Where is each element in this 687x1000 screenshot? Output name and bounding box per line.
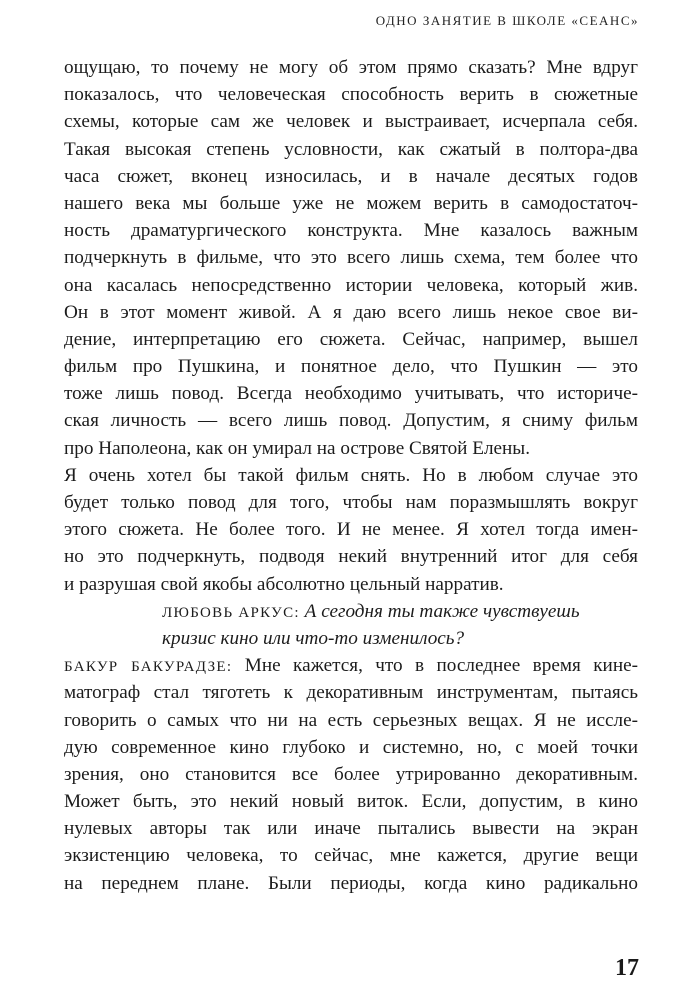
text-line: зрения, оно становится все более утрированно декоративным.: [64, 763, 638, 785]
speaker-name: БАКУР БАКУРАДЗЕ:: [64, 659, 233, 676]
question-line: кризис кино или что-то изменилось?: [162, 627, 465, 649]
text-line: и разрушая свой якобы абсолютно цельный нарратив.: [64, 573, 504, 595]
text-line: будет только повод для того, чтобы нам поразмышлять вокруг: [64, 492, 638, 513]
answer-line: [64, 652, 638, 679]
text-line: Такая высокая степень условности, как сжатый в полтора-два: [64, 138, 638, 160]
text-line: схемы, которые сам же человек и выстраивает, исчерпала себя.: [64, 111, 638, 133]
text-line: показалось, что человеческая способность верить в сюжетные: [64, 84, 638, 106]
text-line: ность драматургического конструкта. Мне казалось важным: [64, 220, 638, 242]
running-head: ОДНО ЗАНЯТИЕ В ШКОЛЕ «СЕАНС»: [375, 13, 639, 28]
page-number: 17: [615, 955, 639, 981]
text-line: тоже лишь повод. Всегда необходимо учитывать, что историче-: [64, 383, 638, 405]
text-line: Может быть, это некий новый виток. Если, допустим, в кино: [64, 791, 638, 813]
text-line: ощущаю, то почему не могу об этом прямо сказать? Мне вдруг: [64, 57, 638, 78]
text-line: про Наполеона, как он умирал на острове Святой Елены.: [64, 437, 530, 459]
text-line: подчеркнуть в фильме, что это всего лишь схема, тем более что: [64, 247, 638, 269]
answer-text: Мне кажется, что в последнее время кине-: [244, 655, 638, 677]
text-line: экзистенцию человека, то сейчас, мне кажется, другие вещи: [64, 845, 638, 867]
speaker-name: ЛЮБОВЬ АРКУС:: [162, 604, 300, 621]
text-line: матограф стал тяготеть к декоративным инструментам, пытаясь: [64, 682, 638, 704]
text-line: нашего века мы больше уже не можем верить в самодостаточ-: [64, 192, 638, 214]
text-line: дую современное кино глубоко и системно, но, с моей точки: [64, 736, 638, 758]
question-text: А сегодня ты также чувствуешь: [304, 600, 580, 622]
text-line: Я очень хотел бы такой фильм снять. Но в любом случае это: [64, 464, 638, 486]
text-line: Он в этот момент живой. А я даю всего лишь некое свое ви-: [64, 301, 638, 323]
text-line: говорить о самых что ни на есть серьезных вещах. Я не иссле-: [64, 709, 638, 731]
text-line: на переднем плане. Были периоды, когда кино радикально: [64, 872, 638, 894]
body-text: [64, 54, 638, 897]
text-line: но это подчеркнуть, подводя некий внутренний итог для себя: [64, 546, 638, 568]
text-line: часа сюжет, вконец износилась, и в начале десятых годов: [64, 165, 638, 187]
text-line: дение, интерпретацию его сюжета. Сейчас, например, вышел: [64, 328, 638, 350]
text-line: она касалась непосредственно истории человека, который жив.: [64, 274, 638, 296]
question-line: [64, 598, 638, 625]
text-line: ская личность — всего лишь повод. Допустим, я сниму фильм: [64, 410, 638, 432]
text-line: нулевых авторы так или иначе пытались вывести на экран: [64, 818, 638, 840]
text-line: этого сюжета. Не более того. И не менее. Я хотел тогда имен-: [64, 519, 638, 541]
text-line: фильм про Пушкина, и понятное дело, что Пушкин — это: [64, 356, 638, 378]
